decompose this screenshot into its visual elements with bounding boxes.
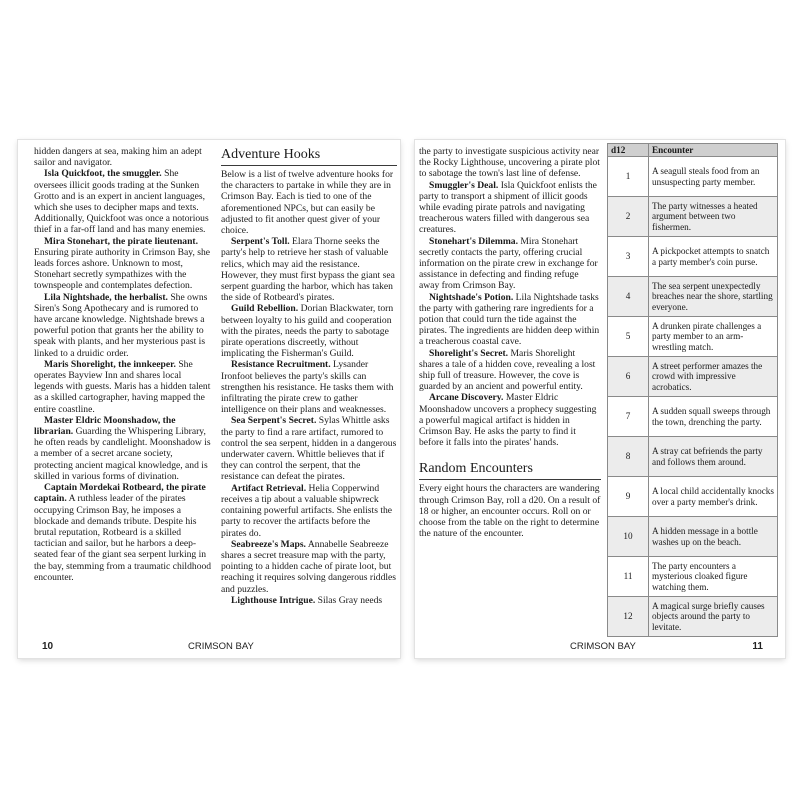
left-page [18,140,400,658]
paragraph: hidden dangers at sea, making him an adept sailor and navigator. [34,146,202,169]
table-row [608,357,778,397]
die-cell: 12 [608,597,649,637]
left-column-npcs [34,146,213,583]
encounter-table [607,143,778,637]
table-row [608,597,778,637]
table-row [608,317,778,357]
table-row [608,197,778,237]
die-cell: 5 [608,317,649,357]
npc-entry: Captain Mordekai Rotbeard, the pirate captain. A ruthless leader of the pirates occupying Crimson Bay, he imposes a blockade and demands tribute. Despite his brutal reputation, Rotbeard is a skilled tactician and sailor, but he harbors a deep-seated fear of the giant sea serpent lurking in the bay, stemming from a traumatic childhood encounter. [34,482,212,583]
table-row [608,237,778,277]
encounter-cell: A street performer amazes the crowd with impressive acrobatics. [649,357,778,397]
table-row [608,477,778,517]
paragraph: the party to investigate suspicious activity near the Rocky Lighthouse, uncovering a pirate plot to sabotage the town's last line of defense. [419,146,600,180]
encounter-cell: The sea serpent unexpectedly breaches near the shore, startling everyone. [649,277,778,317]
die-cell: 7 [608,397,649,437]
table-header-row [608,144,778,157]
hook-entry: Lighthouse Intrigue. Silas Gray needs [231,594,383,606]
page-number: 10 [42,641,54,652]
npc-entry: Master Eldric Moonshadow, the librarian. Guarding the Whispering Library, he often reads by candlelight. Moonshadow is a member of a secret arcane society, protecting ancient magical knowledge, and is skilled in various forms of divination. [34,414,211,482]
encounter-cell: A drunken pirate challenges a party member to an arm-wrestling match. [649,317,778,357]
hook-entry: Nightshade's Potion. Lila Nightshade tasks the party with gathering rare ingredients for a potion that could turn the tide against the pirates. The ingredients are hidden deep within a treacherous coastal cave. [419,291,600,348]
paragraph: Every eight hours the characters are wandering through Crimson Bay, roll a d20. On a result of 18 or higher, an encounter occurs. Roll on or choose from the table on the right to determine the nature of the encounter. [419,483,601,540]
hook-entry: Arcane Discovery. Master Eldric Moonshadow uncovers a prophecy suggesting a powerful magical artifact is hidden in Crimson Bay. He asks the party to find it before it falls into the pirates' hands. [419,392,597,449]
table-row [608,437,778,477]
die-cell: 3 [608,237,649,277]
table-row [608,517,778,557]
table-row [608,157,778,197]
encounter-cell: The party encounters a mysterious cloaked figure watching them. [649,557,778,597]
hook-entry: Serpent's Toll. Elara Thorne seeks the party's help to retrieve her stash of valuable relics, which may aid the resistance. However, they must first bypass the giant sea serpent guarding the harbor, which has taken the side of Rotbeard's pirates. [221,236,395,304]
table-row [608,557,778,597]
die-cell: 10 [608,517,649,557]
hook-entry: Shorelight's Secret. Maris Shorelight shares a tale of a hidden cove, revealing a lost ship full of treasure. However, the cove is guarded by an ancient and powerful entity. [419,347,596,393]
npc-entry: Isla Quickfoot, the smuggler. She oversees illicit goods trading at the Sunken Grotto and is an expert in ancient languages, which she uses to decipher maps and texts. Additionally, Quickfoot was once a notorious thief in a far-off land and has many enemies. [34,168,209,236]
encounter-cell: A magical surge briefly causes objects around the party to levitate. [649,597,778,637]
hook-entry: Stonehart's Dilemma. Mira Stonehart secretly contacts the party, offering crucial information on the pirate crew in exchange for assistance in defecting and finding refuge away from Crimson Bay. [419,235,598,292]
hook-entry: Guild Rebellion. Dorian Blackwater, torn between loyalty to his guild and cooperation with the pirates, needs the party to sabotage pirate operations discreetly, without implicating the Fisherman's Guild. [221,303,394,360]
hook-entry: Sea Serpent's Secret. Sylas Whittle asks the party to find a rare artifact, rumored to control the sea serpent, hidden in a dangerous underwater cavern. Whittle believes that if they can control the serpent, that the resistance can defeat the pirates. [221,415,397,483]
hook-entry: Artifact Retrieval. Helia Copperwind receives a tip about a valuable shipwreck containing powerful artifacts. She enlists the party to recover the artifacts before the pirates do. [221,482,393,539]
encounter-cell: A seagull steals food from an unsuspecting party member. [649,157,778,197]
table-row [608,277,778,317]
encounter-cell: A local child accidentally knocks over a party member's drink. [649,477,778,517]
die-cell: 8 [608,437,649,477]
encounter-cell: A sudden squall sweeps through the town, drenching the party. [649,397,778,437]
npc-entry: Lila Nightshade, the herbalist. She owns Siren's Song Apothecary and is rumored to have arcane knowledge. Nightshade brews a powerful potion that grants her the ability to speak with plants, and her mysterious past is linked to a druidic order. [34,291,208,359]
column-header-die: d12 [608,144,649,157]
hook-entry: Smuggler's Deal. Isla Quickfoot enlists the party to transport a shipment of illicit goods while evading pirate patrols and navigating treacherous waters filled with dangerous sea creatures. [419,179,597,236]
die-cell: 9 [608,477,649,517]
encounter-cell: The party witnesses a heated argument between two fishermen. [649,197,778,237]
right-column-text [419,146,601,540]
hook-entry: Seabreeze's Maps. Annabelle Seabreeze shares a secret treasure map with the party, pointing to a hidden cache of pirate loot, but reaching it requires solving dangerous riddles and puzzles. [221,538,397,595]
die-cell: 1 [608,157,649,197]
npc-entry: Maris Shorelight, the innkeeper. She operates Bayview Inn and shares local legends with guests. Maris has a hidden talent as a skilled cartographer, having mapped the entire coastline. [34,358,211,415]
section-heading-adventure-hooks: Adventure Hooks [221,146,397,166]
table-row [608,397,778,437]
paragraph: Below is a list of twelve adventure hooks for the characters to partake in while they are in Crimson Bay. Each is tied to one of the aforementioned NPCs, but can easily be adjusted to fit another quest giver of your choice. [221,169,394,237]
encounter-cell: A pickpocket attempts to snatch a party member's coin purse. [649,237,778,277]
npc-entry: Mira Stonehart, the pirate lieutenant. Ensuring pirate authority in Crimson Bay, she leads forces ashore. Unknown to most, Stonehart secretly sympathizes with the townspeople and contemplates defection. [34,235,211,292]
hook-entry: Resistance Recruitment. Lysander Ironfoot believes the party's skills can strengthen his resistance. He tasks them with infiltrating the pirate crew to gather intelligence on their plans and weaknesses. [221,359,394,416]
die-cell: 6 [608,357,649,397]
encounter-cell: A hidden message in a bottle washes up on the beach. [649,517,778,557]
running-head: CRIMSON BAY [188,641,254,652]
left-column-hooks [221,146,397,606]
die-cell: 4 [608,277,649,317]
right-page [415,140,785,658]
running-head: CRIMSON BAY [570,641,636,652]
page-number: 11 [752,641,763,652]
die-cell: 11 [608,557,649,597]
die-cell: 2 [608,197,649,237]
section-heading-random-encounters: Random Encounters [419,460,601,480]
column-header-encounter: Encounter [649,144,778,157]
encounter-cell: A stray cat befriends the party and follows them around. [649,437,778,477]
